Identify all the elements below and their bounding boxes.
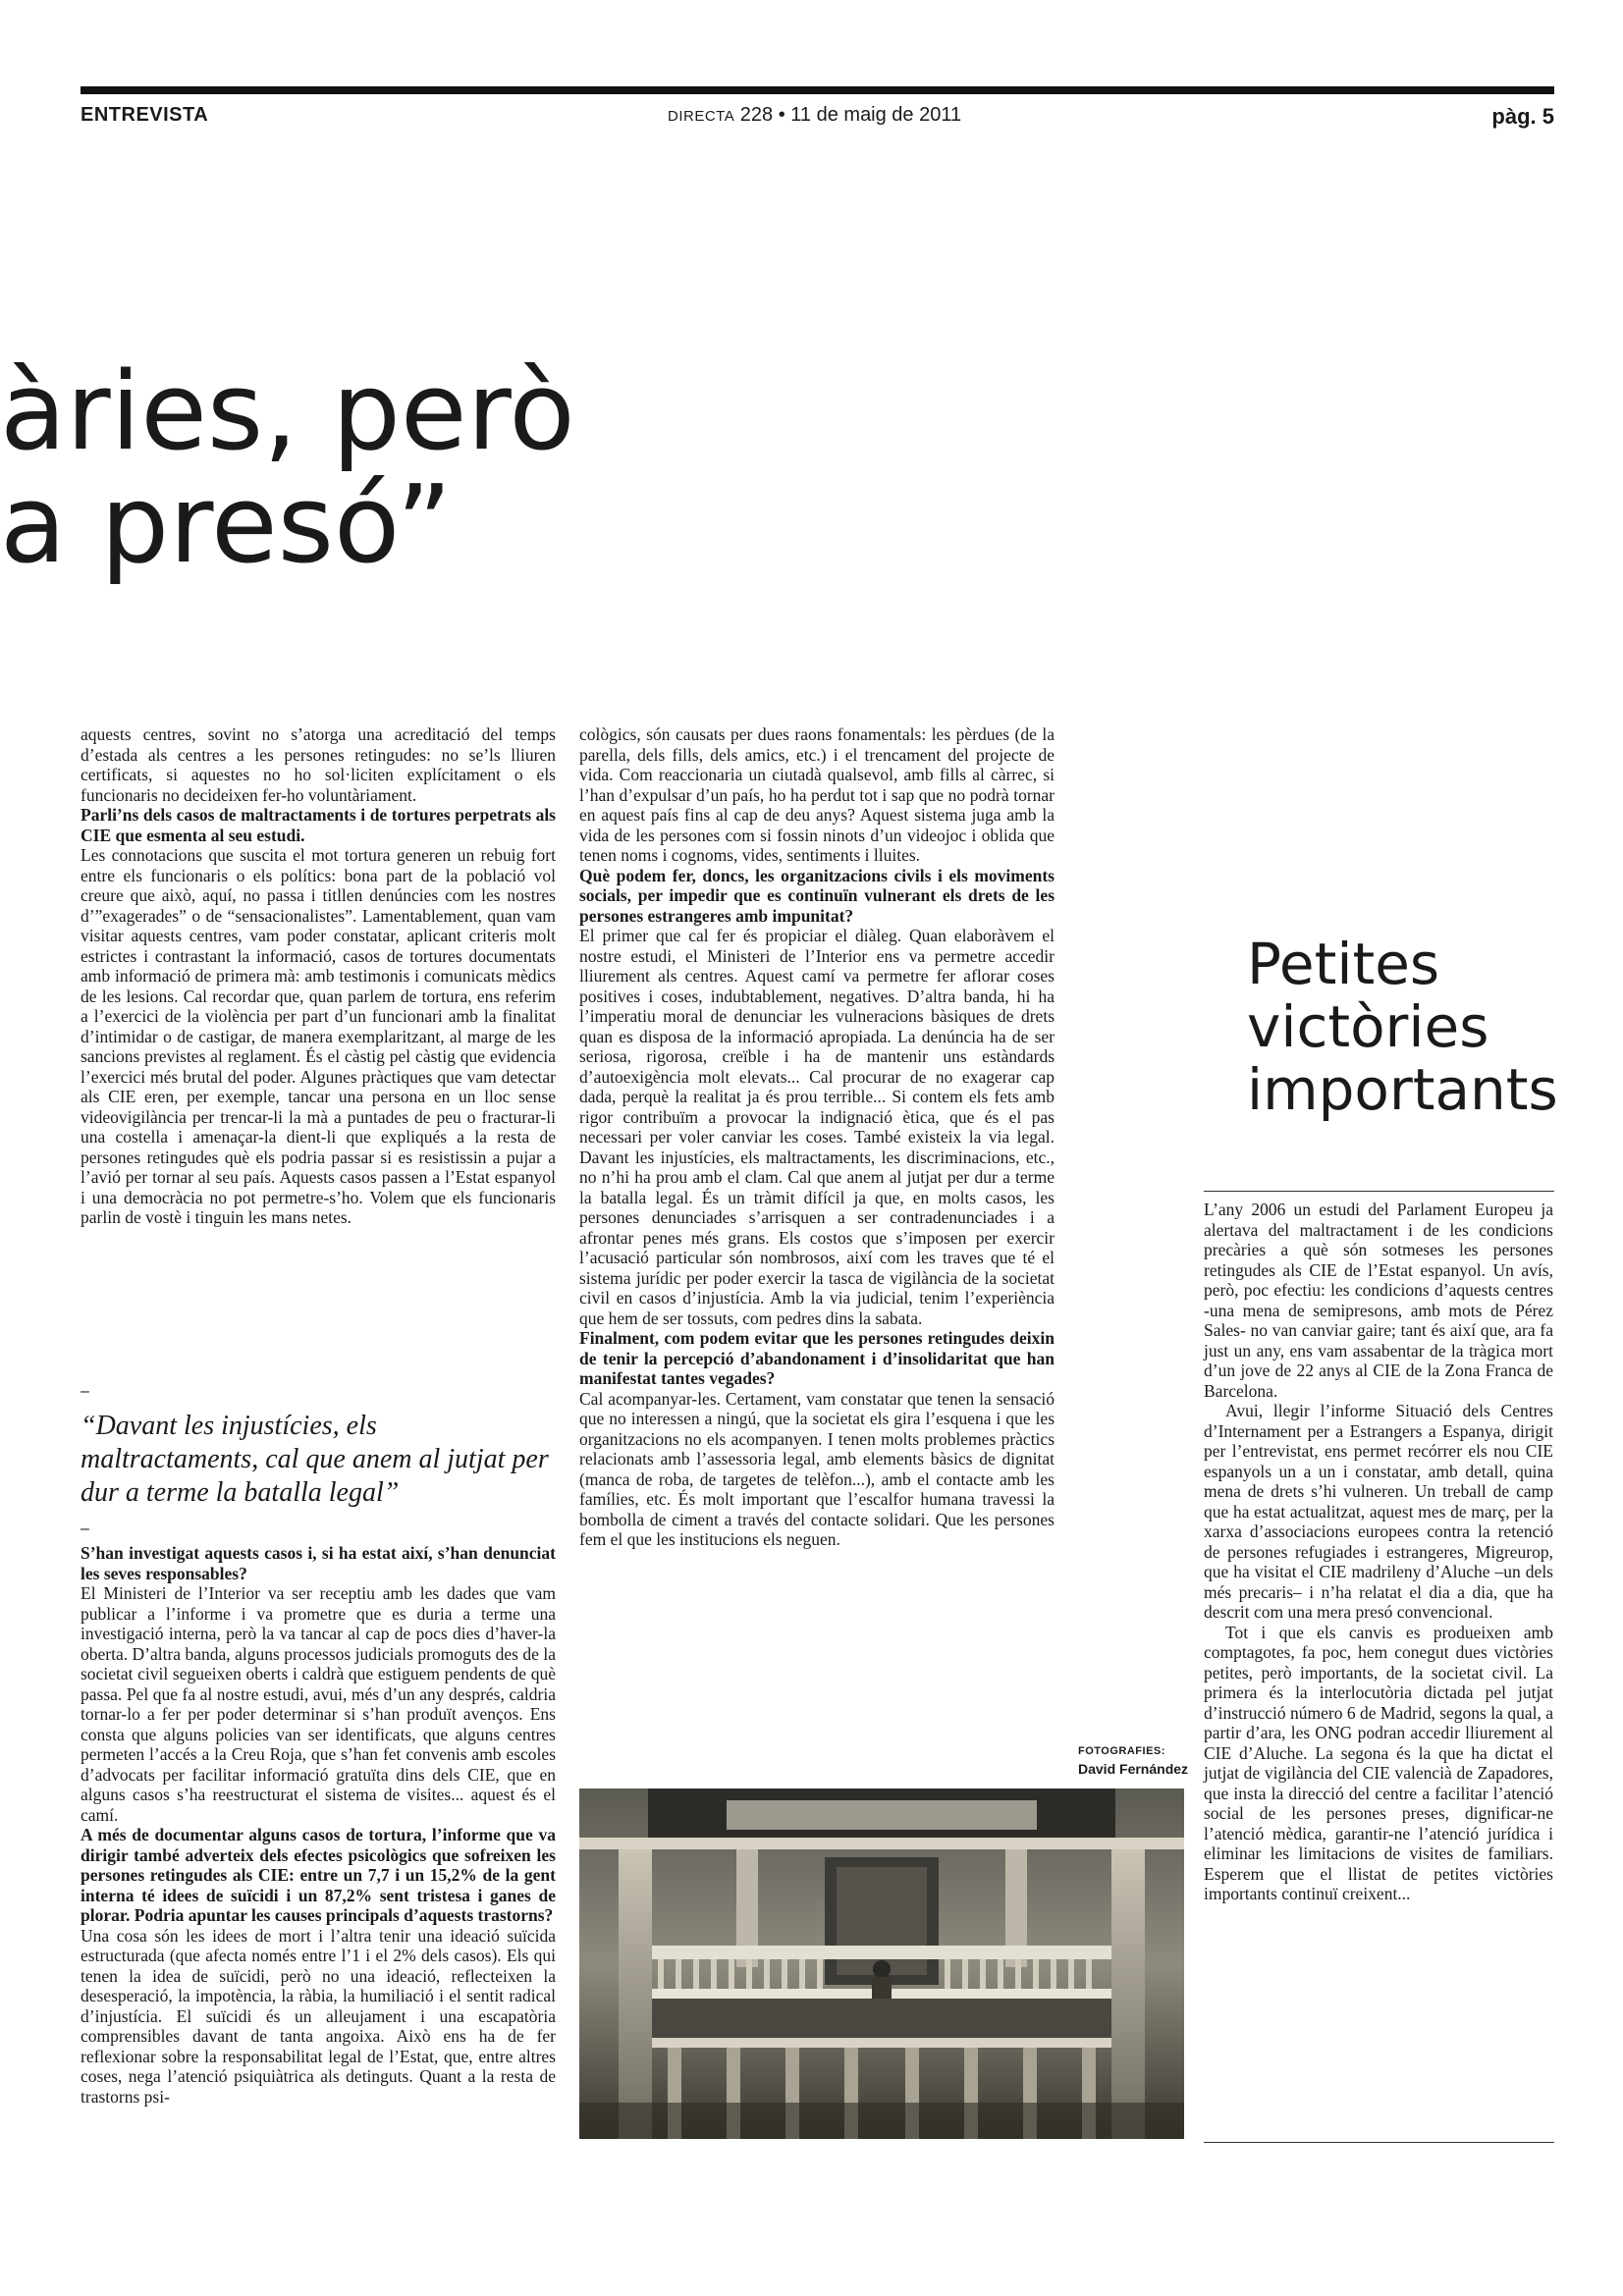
headline [0,348,575,587]
headline-line-1: àries, però [0,348,575,474]
sidebar-text [1204,1200,1553,1904]
sidebar-paragraph: Avui, llegir l’informe Situació dels Centres d’Internament per a Estrangers a Espanya, dirigit per l’entrevistat, ens permet recórrer els nou CIE espanyols un a un i constatar, amb detall, quina mena de drets s’hi vulneren. Un treball de camp que ha estat actualitzat, aquest mes de març, per la xarxa d’associacions europees contra la retenció de persones refugiades i estrangeres, Migreurop, que ha visitat el CIE madrileny d’Aluche –un dels més precaris– i n’ha relatat el dia a dia, que ha descrit com una mera presó convencional. [1204,1401,1553,1622]
photo-credit [1078,1742,1188,1778]
pull-quote-dash-bottom: – [81,1521,89,1537]
paragraph: Una cosa són les idees de mort i l’altra tenir una ideació suïcida estructurada (que afecta només entre l’1 i el 2% dels casos). Els qui tenen la idea de suïcidi, però no una ideació, reflecteixen la desesperació, la impotència, la ràbia, la humiliació i el sentit radical d’injustícia. El suïcidi és un alleujament i una escapatòria comprensibles davant de tanta angoixa. Això ens ha de fer reflexionar sobre la responsabilitat legal de l’Estat, que, entre altres coses, nega l’atenció psiquiàtrica als detinguts. Quant a la resta de trastorns psi- [81,1925,556,2107]
sidebar-paragraph: Tot i que els canvis es produeixen amb comptagotes, fa poc, hem conegut dues victòries petites, però importants, de la societat civil. La primera és la interlocutòria dictada pel jutjat d’instrucció número 6 de Madrid, segons la qual, a partir d’ara, les ONG podran accedir lliurement al CIE d’Aluche. La segona és la que ha dictat el jutjat de vigilància del CIE valencià de Zapadores, que insta la direcció del centre a facilitar l’atenció social de les persones preses, dignificar-ne l’atenció mèdica, garantir-ne l’atenció jurídica i eliminar les limitacions de visites de familiars. Esperem que el llistat de petites victòries importants continuï creixent... [1204,1622,1553,1903]
sidebar-rule-bottom [1204,2142,1554,2143]
sidebar-title-line: Petites [1247,931,1440,997]
article-column-2 [579,724,1055,1550]
paragraph: Cal acompanyar-les. Certament, vam constatar que tenen la sensació que no interessen a ningú, que la societat els gira l’esquena i que les organitzacions no els acompanyen. I tenen molts problemes pràctics relacionats amb l’assessoria legal, amb elements bàsics de dignitat (manca de roba, de targetes de telèfon...), amb el contacte amb les famílies, etc. És molt important que l’escalfor humana travessi la bombolla de ciment a través del contacte solidari. Que les persones fem el que les institucions els neguen. [579,1388,1055,1549]
sidebar-rule-top [1204,1191,1554,1192]
question: Finalment, com podem evitar que les persones retingudes deixin de tenir la percepció d’abandonament i d’insolidaritat que han manifestat tantes vegades? [579,1328,1055,1388]
question: Què podem fer, doncs, les organitzacions civils i els moviments socials, per impedir que es continuïn vulnerant els drets de les persones estrangeres amb impunitat? [579,865,1055,926]
section-label: ENTREVISTA [81,104,209,126]
question: S’han investigat aquests casos i, si ha estat així, s’han denunciat les seves responsables? [81,1543,556,1583]
article-photo [579,1789,1184,2139]
pull-quote-dash-top: – [81,1383,89,1400]
photo-credit-label: FOTOGRAFIES: [1078,1745,1165,1757]
question: A més de documentar alguns casos de tortura, l’informe que va dirigir també adverteix dels efectes psicològics que sofreixen les persones retingudes als CIE: entre un 7,7 i un 15,2% de la gent interna té idees de suïcidi i un 87,2% sent tristesa i ganes de plorar. Podria apuntar les causes principals d’aquests trastorns? [81,1825,556,1925]
photo-credit-name: David Fernández [1078,1761,1189,1777]
sidebar-title [1247,933,1558,1121]
sidebar-title-line: importants [1247,1056,1558,1123]
headline-line-2: a presó” [0,461,453,587]
pull-quote-text: “Davant les injustícies, els maltractaments, cal que anem al jutjat per dur a terme la batalla legal” [81,1411,549,1508]
paragraph: El Ministeri de l’Interior va ser receptiu amb les dades que vam publicar a l’informe i va prometre que es duria a terme una investigació interna, però la va tancar al cap de pocs dies d’haver-la oberta. D’altra banda, alguns processos judicials promoguts des de la societat civil segueixen oberts i caldrà que estiguem pendents de què passa. Pel que fa al nostre estudi, avui, més d’un any després, caldria tornar-lo a fer per poder determinar si s’han produït avenços. Ens consta que alguns policies van ser identificats, que alguns centres permeten l’accés a la Creu Roja, que s’han fet convenis amb escoles d’advocats per facilitar informació gratuïta dins dels CIE, que en alguns casos s’ha reestructurat el sistema de visites... aquest és el camí. [81,1583,556,1825]
article-column-1 [81,724,556,1228]
sidebar-title-line: victòries [1247,993,1489,1060]
paragraph: cològics, són causats per dues raons fonamentals: les pèrdues (de la parella, dels fills, dels amics, etc.) i el trencament del projecte de vida. Com reaccionaria un ciutadà qualsevol, amb fills al càrrec, si l’han d’expulsar d’un país, ho ha perdut tot i sap que no podrà tornar en aquest país fins al cap de deu anys? Aquest sistema juga amb la vida de les persones com si fossin ninots d’un videojoc i oblida que tenen noms i cognoms, vides, sentiments i lluites. [579,724,1055,865]
paragraph: El primer que cal fer és propiciar el diàleg. Quan elaboràvem el nostre estudi, el Ministeri de l’Interior ens va permetre accedir lliurement als centres. Aquest camí va permetre fer aflorar coses positives i coses, indubtablement, negatives. D’altra banda, hi ha l’imperatiu moral de denunciar les vulneracions bàsiques de drets quan es disposa de la informació apropiada. La denúncia ha de ser seriosa, rigorosa, creïble i ha de mantenir uns estàndards d’autoexigència molt elevats... Cal procurar de no exagerar cap dada, perquè la realitat ja és prou terrible... Si contem els fets amb rigor contribuïm a provocar la indignació ètica, que és el pas necessari per voler canviar les coses. També existeix la via legal. Davant les injustícies, els maltractaments, les discriminacions, etc., no n’hi ha prou amb el clam. Cal que anem al jutjat per dur a terme la batalla legal. És un tràmit difícil ja que, en molts casos, les persones denunciades s’arrisquen a ser contradenunciades i a afrontar penes més grans. Els costos que s’imposen per exercir l’acusació particular són nombrosos, així com les traves que té el sistema jurídic per poder exercir la tasca de vigilància de la societat civil en casos d’injustícia. Amb la via judicial, tenim l’experiència que hem de ser tossuts, com pedres dins la sabata. [579,926,1055,1328]
article-column-1-continued [81,1543,556,2107]
header-rule [81,86,1554,94]
page-number: pàg. 5 [1491,104,1554,129]
photo-interior-balconies [579,1789,1184,2139]
pull-quote [81,1384,556,1537]
paragraph: Les connotacions que suscita el mot tortura generen un rebuig fort entre els funcionaris o els polítics: bona part de la població vol creure que això, aquí, no passa i titllen denúncies com les nostres d’”exagerades” o de “sensacionalistes”. Lamentablement, quan vam visitar aquests centres, vam poder constatar, aplicant criteris molt estrictes i contrastant la informació, casos de tortures documentats amb informació de primera mà: amb testimonis i comunicats mèdics de les lesions. Cal recordar que, quan parlem de tortura, ens referim a l’exercici de la violència per part d’un funcionari amb la finalitat d’intimidar o de castigar, de manera exemplaritzant, al marge de les sancions previstes al reglament. És el càstig pel càstig que evidencia l’exercici més brutal del poder. Algunes pràctiques que vam detectar als CIE eren, per exemple, tancar una persona en un lloc sense videovigilància per trencar-li la mà a puntades de peu o fracturar-li una costella i amenaçar-la dient-li que expliqués a la resta de persones retingudes què els podria passar si es resistissin a pujar a l’avió per tornar al seu país. Aquests casos passen a l’Estat espanyol i una democràcia no pot permetre-s’ho. Volem que els funcionaris parlin de vostè i tinguin les mans netes. [81,845,556,1227]
issue-date: 228 • 11 de maig de 2011 [739,104,962,126]
sidebar-paragraph: L’any 2006 un estudi del Parlament Europeu ja alertava del maltractament i de les condicions precàries a què són sotmeses les persones retingudes als CIE de l’Estat espanyol. Un avís, però, poc efectiu: les condicions d’aquests centres -una mena de semipresons, amb mots de Pérez Sales- no van canviar gaire; tant és així que, ara fa just un any, ens vam assabentar de la tràgica mort d’un jove de 22 anys al CIE de la Zona Franca de Barcelona. [1204,1200,1553,1401]
publication-name: DIRECTA [668,108,735,125]
issue-info [668,104,961,127]
paragraph: aquests centres, sovint no s’atorga una acreditació del temps d’estada als centres a les persones retingudes: no se’ls lliuren certificats, si aquestes no ho sol·liciten explícitament o els funcionaris no decideixen fer-ho voluntàriament. [81,724,556,805]
question: Parli’ns dels casos de maltractaments i de tortures perpetrats als CIE que esmenta al seu estudi. [81,805,556,845]
